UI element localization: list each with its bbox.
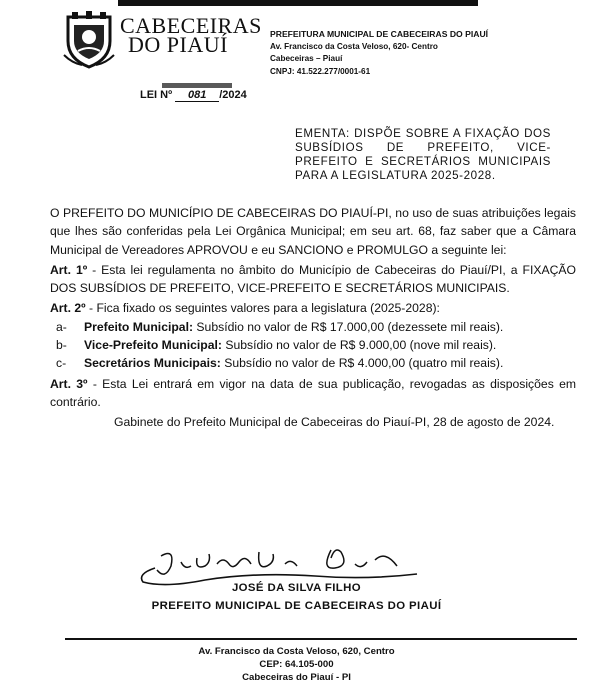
- logo-line-1: CABECEIRAS: [120, 13, 262, 38]
- law-body: [50, 204, 576, 434]
- item-role: Prefeito Municipal:: [84, 319, 194, 334]
- article-3-text: - Esta Lei entrará em vigor na data de sua publicação, revogadas as disposições em contrário.: [50, 376, 577, 409]
- header-top-bar: [118, 0, 478, 6]
- signatory-name: JOSÉ DA SILVA FILHO: [231, 582, 362, 594]
- org-address: Av. Francisco da Costa Veloso, 620- Centro: [270, 41, 438, 51]
- item-text: Subsídio no valor de R$ 17.000,00 (dezessete mil reais).: [196, 319, 504, 334]
- intro-issuer: O PREFEITO DO MUNICÍPIO DE CABECEIRAS DO PIAUÍ-PI,: [50, 206, 392, 220]
- footer-address: Av. Francisco da Costa Veloso, 620, Centro: [198, 646, 395, 657]
- list-item: [50, 336, 576, 354]
- footer-cep: CEP: 64.105-000: [259, 659, 334, 670]
- law-number: 081: [175, 89, 219, 102]
- item-role: Secretários Municipais:: [84, 356, 221, 371]
- article-1-label: Art. 1º: [50, 262, 88, 277]
- item-text: Subsídio no valor de R$ 4.000,00 (quatro mil reais).: [224, 356, 504, 371]
- article-3: [50, 375, 576, 412]
- closing-paragraph: Gabinete do Prefeito Municipal de Cabeceiras do Piauí-PI, 28 de agosto de 2024.: [114, 415, 555, 430]
- org-cnpj: CNPJ: 41.522.277/0001-61: [270, 66, 371, 76]
- article-2-label: Art. 2º: [50, 301, 86, 316]
- law-prefix: LEI Nº: [140, 89, 173, 101]
- article-3-label: Art. 3º: [50, 376, 88, 391]
- municipal-crest-icon: [62, 11, 116, 69]
- article-1: [50, 261, 576, 298]
- item-marker: b-: [56, 338, 67, 353]
- law-year: /2024: [219, 89, 247, 101]
- intro-text: no uso de suas atribuições legais que lhes são conferidas pela Lei Orgânica Municipal; em seu art. 68, faz saber que a Câmara Municipal de Vereadores APROVOU e eu SANCIONO e PROMULGO a seguinte lei:: [50, 206, 577, 257]
- article-2: [50, 299, 576, 317]
- org-name: PREFEITURA MUNICIPAL DE CABECEIRAS DO PIAUÍ: [270, 29, 489, 39]
- law-number-line: [140, 89, 290, 105]
- footer-city: Cabeceiras do Piauí - PI: [242, 672, 351, 683]
- organization-info: [270, 28, 570, 78]
- item-role: Vice-Prefeito Municipal:: [84, 338, 222, 353]
- ementa: EMENTA: DISPÕE SOBRE A FIXAÇÃO DOS SUBSÍDIOS DE PREFEITO, VICE-PREFEITO E SECRETÁRIOS MUNICIPAIS PARA A LEGISLATURA 2025-2028.: [295, 127, 551, 182]
- logo-line-2: DO PIAUÍ: [128, 32, 228, 57]
- signatory-title: PREFEITO MUNICIPAL DE CABECEIRAS DO PIAUÍ: [151, 600, 442, 612]
- footer: [0, 645, 593, 684]
- org-city: Cabeceiras – Piauí: [270, 54, 343, 63]
- item-marker: c-: [56, 356, 67, 371]
- article-2-text: - Fica fixado os seguintes valores para a legislatura (2025-2028):: [89, 301, 440, 316]
- logo-wordmark: [120, 13, 266, 57]
- intro-paragraph: [50, 204, 576, 259]
- item-marker: a-: [56, 319, 67, 334]
- list-item: [50, 318, 576, 336]
- article-1-text: - Esta lei regulamenta no âmbito do Município de Cabeceiras do Piauí/PI, a FIXAÇÃO DOS SUBSÍDIOS DE PREFEITO, VICE-PREFEITO E SECRETÁRIOS MUNICIPAIS.: [50, 262, 576, 296]
- ink-blot: [162, 83, 232, 88]
- footer-divider: [65, 638, 577, 640]
- item-text: Subsídio no valor de R$ 9.000,00 (nove mil reais).: [225, 338, 497, 353]
- list-item: [50, 354, 576, 372]
